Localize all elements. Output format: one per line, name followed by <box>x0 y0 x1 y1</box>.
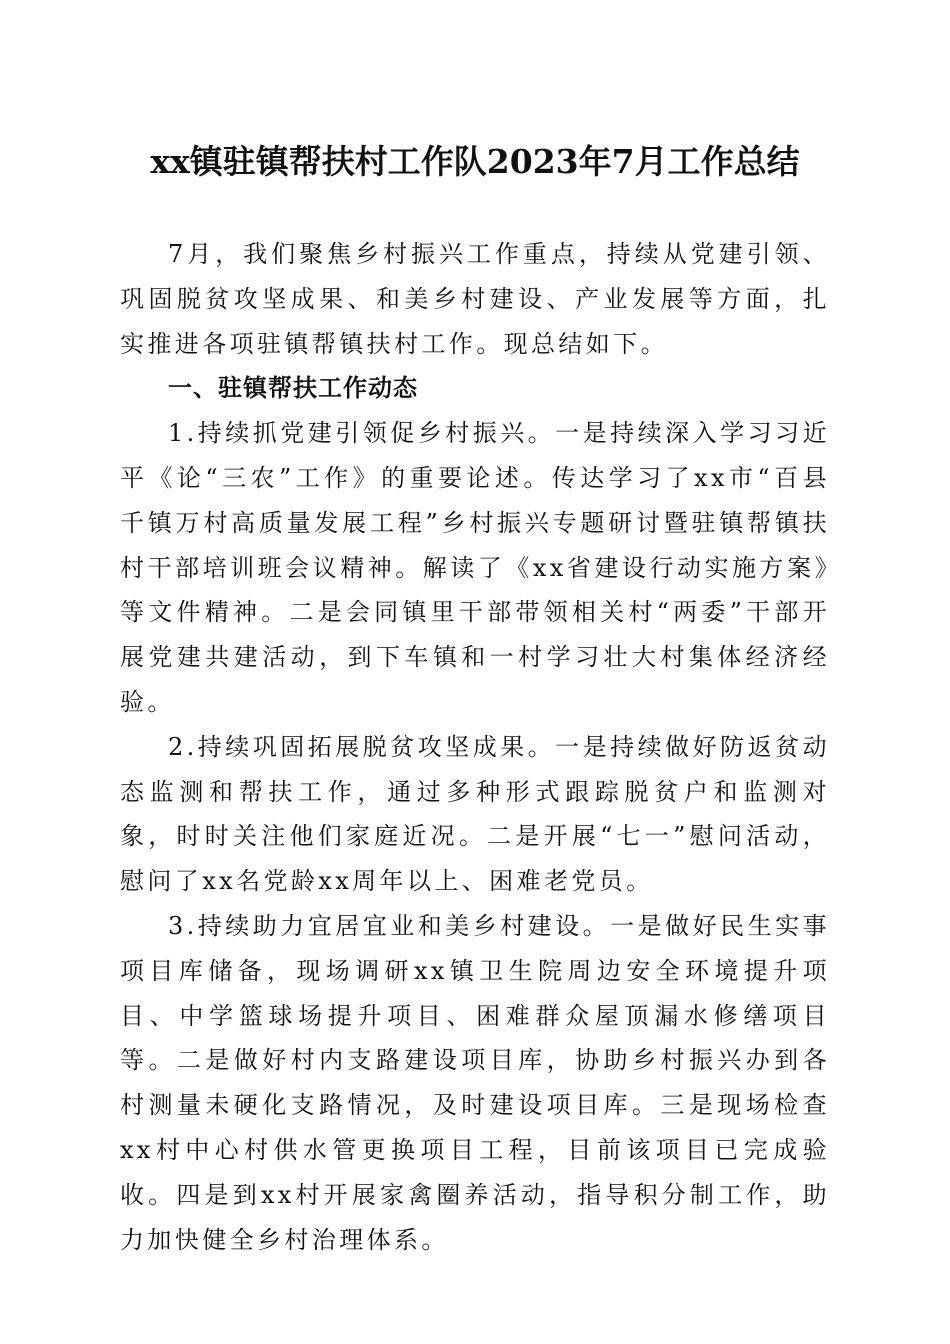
item-paragraph-3: 3.持续助力宜居宜业和美乡村建设。一是做好民生实事项目库储备，现场调研xx镇卫生院周边安全环境提升项目、中学篮球场提升项目、困难群众屋顶漏水修缮项目等。二是做好村内支路建设项目库，协助乡村振兴办到各村测量未硬化支路情况，及时建设项目库。三是现场检查xx村中心村供水管更换项目工程，目前该项目已完成验收。四是到xx村开展家禽圈养活动，指导积分制工作，助力加快健全乡村治理体系。 <box>120 911 830 1254</box>
intro-paragraph: 7月，我们聚焦乡村振兴工作重点，持续从党建引领、巩固脱贫攻坚成果、和美乡村建设、产业发展等方面，扎实推进各项驻镇帮镇扶村工作。现总结如下。 <box>120 240 830 358</box>
item-paragraph-1: 1.持续抓党建引领促乡村振兴。一是持续深入学习习近平《论“三农”工作》的重要论述。传达学习了xx市“百县千镇万村高质量发展工程”乡村振兴专题研讨暨驻镇帮镇扶村干部培训班会议精神。解读了《xx省建设行动实施方案》等文件精神。二是会同镇里干部带领相关村“两委”干部开展党建共建活动，到下车镇和一村学习壮大村集体经济经验。 <box>120 419 830 716</box>
section-heading: 一、驻镇帮扶工作动态 <box>168 374 418 403</box>
item-paragraph-2: 2.持续巩固拓展脱贫攻坚成果。一是持续做好防返贫动态监测和帮扶工作，通过多种形式跟踪脱贫户和监测对象，时时关注他们家庭近况。二是开展“七一”慰问活动，慰问了xx名党龄xx周年以上、困难老党员。 <box>120 732 830 896</box>
document-title: xx镇驻镇帮扶村工作队2023年7月工作总结 <box>150 142 800 181</box>
document-body <box>120 232 830 1262</box>
